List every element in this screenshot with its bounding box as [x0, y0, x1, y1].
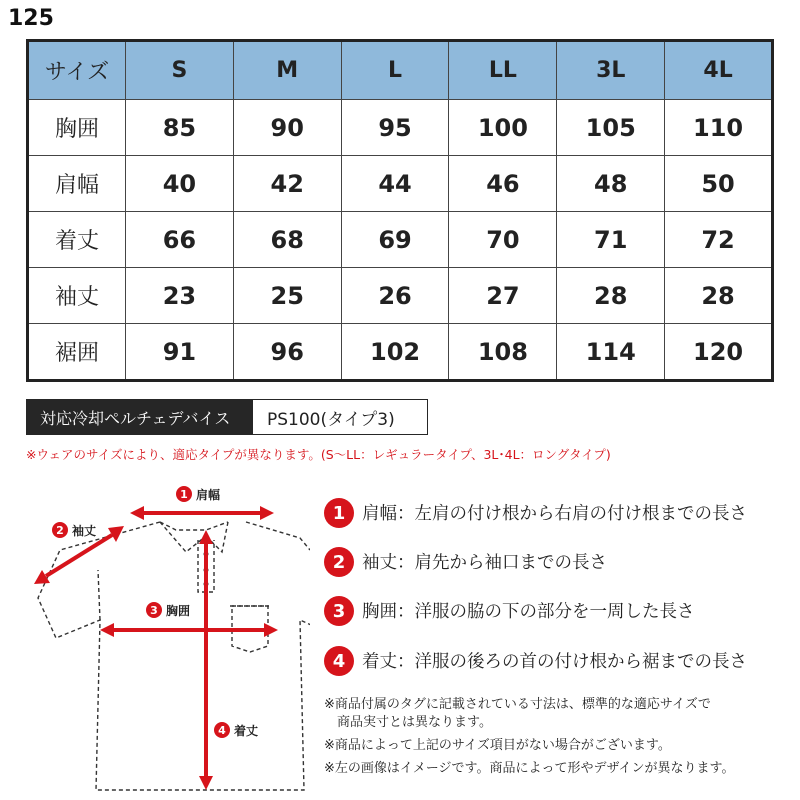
table-cell: 46	[449, 156, 557, 212]
table-cell: 95	[341, 100, 449, 156]
table-cell: 28	[665, 268, 773, 324]
size-col-m: M	[233, 41, 341, 100]
footnote: ※商品によって上記のサイズ項目がない場合がございます。	[324, 738, 671, 753]
table-cell: 105	[557, 100, 665, 156]
table-cell: 28	[557, 268, 665, 324]
sleeve-length-arrow	[46, 535, 112, 576]
legend-number-4: 4	[324, 646, 354, 676]
table-cell: 96	[233, 324, 341, 381]
table-cell: 90	[233, 100, 341, 156]
legend-number-3: 3	[324, 596, 354, 626]
row-label: 胸囲	[28, 100, 126, 156]
cooling-device-value: PS100(タイプ3)	[252, 399, 428, 435]
marker-3-label: 胸囲	[166, 604, 191, 618]
polo-shirt-outline	[38, 522, 310, 790]
legend-text-3: 胸囲：洋服の脇の下の部分を一周した長さ	[362, 602, 695, 622]
footnote: ※商品付属のタグに記載されている寸法は、標準的な適応サイズで	[324, 697, 711, 712]
marker-3-num: 3	[150, 604, 158, 617]
table-row	[28, 212, 773, 268]
table-cell: 40	[126, 156, 234, 212]
size-col-4l: 4L	[665, 41, 773, 100]
table-cell: 42	[233, 156, 341, 212]
size-col-l: L	[341, 41, 449, 100]
table-cell: 102	[341, 324, 449, 381]
row-label: 肩幅	[28, 156, 126, 212]
marker-2-label: 袖丈	[72, 524, 97, 538]
legend-text-2: 袖丈：肩先から袖口までの長さ	[362, 553, 607, 573]
marker-4-label: 着丈	[234, 724, 259, 738]
table-cell: 91	[126, 324, 234, 381]
polo-shirt-diagram	[0, 470, 310, 800]
marker-1-label: 肩幅	[196, 488, 221, 502]
arrowhead-icon	[260, 506, 274, 520]
table-cell: 26	[341, 268, 449, 324]
arrowhead-icon	[264, 623, 278, 637]
table-cell: 25	[233, 268, 341, 324]
table-cell: 114	[557, 324, 665, 381]
table-row	[28, 156, 773, 212]
legend-text-1: 肩幅：左肩の付け根から右肩の付け根までの長さ	[362, 504, 747, 524]
size-col-3l: 3L	[557, 41, 665, 100]
table-cell: 120	[665, 324, 773, 381]
table-cell: 68	[233, 212, 341, 268]
table-cell: 100	[449, 100, 557, 156]
marker-4-num: 4	[218, 724, 226, 737]
table-cell: 85	[126, 100, 234, 156]
size-col-ll: LL	[449, 41, 557, 100]
footnote: ※左の画像はイメージです。商品によって形やデザインが異なります。	[324, 761, 735, 776]
table-cell: 110	[665, 100, 773, 156]
size-col-s: S	[126, 41, 234, 100]
cooling-device-box	[26, 399, 428, 435]
row-label: 裾囲	[28, 324, 126, 381]
product-code: 125	[8, 6, 54, 31]
table-cell: 69	[341, 212, 449, 268]
arrowhead-icon	[199, 530, 213, 544]
arrowhead-icon	[130, 506, 144, 520]
table-cell: 50	[665, 156, 773, 212]
size-header-label: サイズ	[28, 41, 126, 100]
table-row	[28, 268, 773, 324]
arrowhead-icon	[100, 623, 114, 637]
table-cell: 72	[665, 212, 773, 268]
size-table-header-row	[28, 41, 773, 100]
marker-2-num: 2	[56, 524, 64, 537]
legend-number-1: 1	[324, 498, 354, 528]
measure-arrows	[34, 506, 278, 790]
table-row	[28, 324, 773, 381]
footnote: 商品実寸とは異なります。	[324, 715, 492, 730]
device-size-note: ※ウェアのサイズにより、適応タイプが異なります。(S〜LL：レギュラータイプ、3L･4L：ロングタイプ)	[26, 447, 611, 462]
table-cell: 23	[126, 268, 234, 324]
table-cell: 108	[449, 324, 557, 381]
marker-1-num: 1	[180, 488, 188, 501]
size-table	[26, 39, 774, 382]
table-cell: 27	[449, 268, 557, 324]
arrowhead-icon	[199, 776, 213, 790]
legend-text-4: 着丈：洋服の後ろの首の付け根から裾までの長さ	[362, 652, 747, 672]
table-cell: 48	[557, 156, 665, 212]
row-label: 着丈	[28, 212, 126, 268]
table-cell: 70	[449, 212, 557, 268]
table-cell: 71	[557, 212, 665, 268]
table-cell: 66	[126, 212, 234, 268]
table-cell: 44	[341, 156, 449, 212]
legend-number-2: 2	[324, 547, 354, 577]
table-row	[28, 100, 773, 156]
cooling-device-label: 対応冷却ペルチェデバイス	[26, 399, 252, 435]
row-label: 袖丈	[28, 268, 126, 324]
